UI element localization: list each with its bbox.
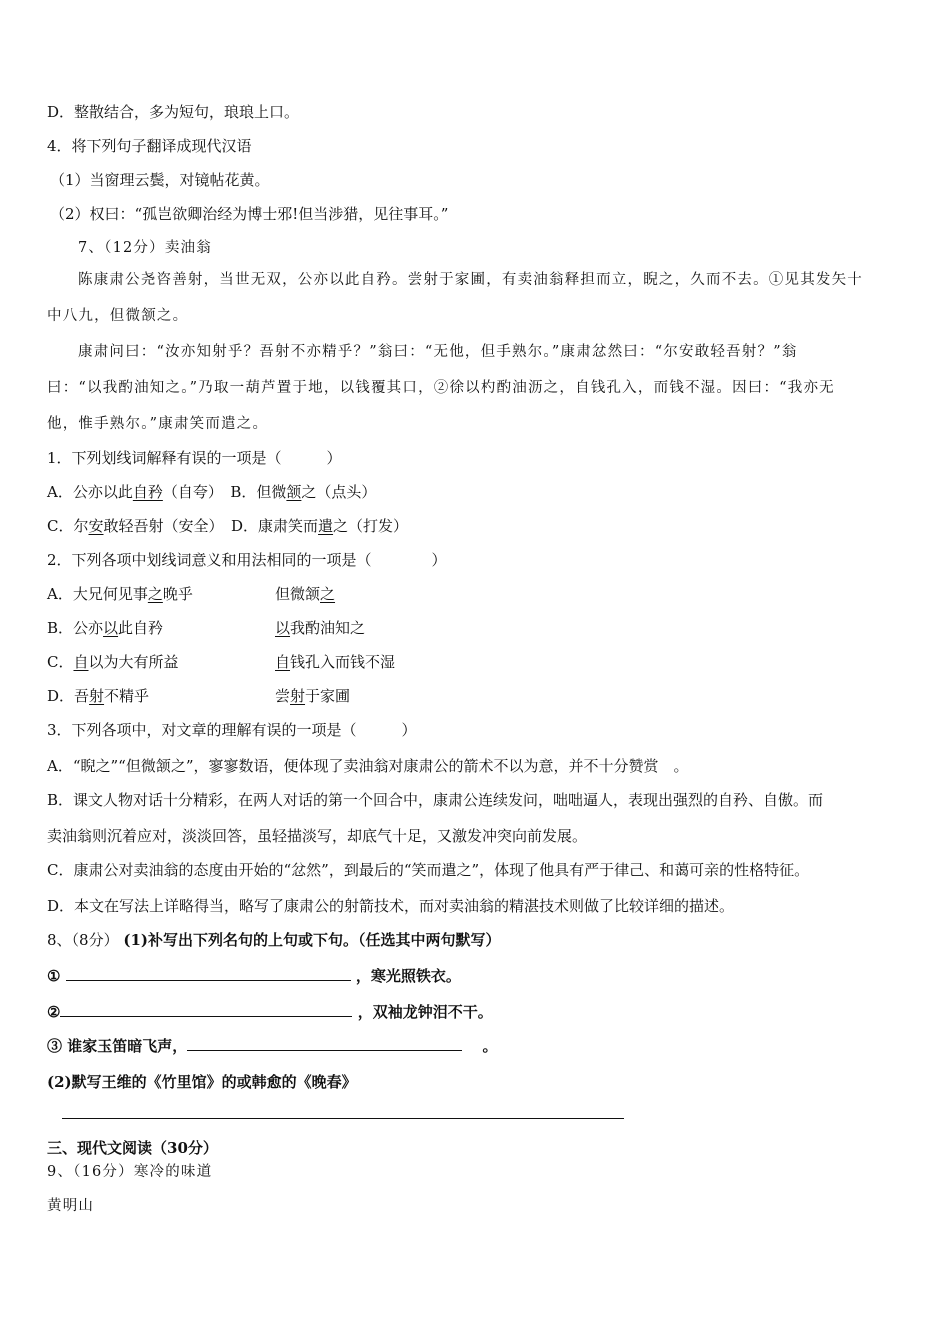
question-8-title: 8、（8分） (1)补写出下列名句的上句或下句。（任选其中两句默写） bbox=[47, 931, 501, 949]
passage-line: 康肃问曰：“汝亦知射乎？吾射不亦精乎？”翁曰：“无他，但手熟尔。”康肃忿然曰：“尔安敢轻吾射？”翁 bbox=[78, 344, 798, 360]
question-7-3-option-a: A．“睨之”“但微颔之”，寥寥数语，便体现了卖油翁对康肃公的箭术不以为意，并不十分赞赏 。 bbox=[47, 757, 689, 775]
question-7-1-options-ab: A．公亦以此自矜（自夸） B．但微颔之（点头） bbox=[47, 483, 377, 501]
fill-blank-2: ② ，双袖龙钟泪不干。 bbox=[47, 1003, 493, 1021]
article-author: 黄明山 bbox=[47, 1198, 95, 1214]
question-4-item-2: （2）权曰：“孤岂欲卿治经为博士邪!但当涉猎，见往事耳。” bbox=[50, 205, 449, 223]
question-8-part-2: (2)默写王维的《竹里馆》的或韩愈的《晚春》 bbox=[47, 1073, 357, 1091]
answer-blank[interactable] bbox=[66, 966, 351, 981]
passage-line: 他，惟手熟尔。”康肃笑而遣之。 bbox=[47, 416, 269, 432]
question-7-3-title: 3．下列各项中，对文章的理解有误的一项是（ ） bbox=[47, 721, 417, 739]
fill-blank-3: ③ 谁家玉笛暗飞声， 。 bbox=[47, 1037, 498, 1055]
question-7-2-option-a: A．大兄何见事之晚乎 但微颔之 bbox=[47, 585, 336, 603]
question-7-1-title: 1．下列划线词解释有误的一项是（ ） bbox=[47, 449, 342, 467]
question-4-title: 4．将下列句子翻译成现代汉语 bbox=[47, 137, 252, 155]
passage-line: 陈康肃公尧咨善射，当世无双，公亦以此自矜。尝射于家圃，有卖油翁释担而立，睨之，久而不去。①见其发矢十 bbox=[78, 272, 863, 288]
fill-blank-1: ① ，寒光照铁衣。 bbox=[47, 967, 461, 985]
question-7-3-option-b: B．课文人物对话十分精彩，在两人对话的第一个回合中，康肃公连续发问，咄咄逼人，表现出强烈的自矜、自傲。而 bbox=[47, 791, 824, 809]
question-7-3-option-c: C．康肃公对卖油翁的态度由开始的“忿然”，到最后的“笑而遣之”，体现了他具有严于律己、和蔼可亲的性格特征。 bbox=[47, 861, 810, 879]
question-7-2-option-d: D．吾射不精乎 尝射于家圃 bbox=[47, 687, 351, 705]
question-7-2-option-b: B．公亦以此自矜 以我酌油知之 bbox=[47, 619, 366, 637]
question-7-2-option-c: C．自以为大有所益 自钱孔入而钱不湿 bbox=[47, 653, 396, 671]
passage-line: 曰：“以我酌油知之。”乃取一葫芦置于地，以钱覆其口，②徐以杓酌油沥之，自钱孔入，而钱不湿。因曰：“我亦无 bbox=[47, 380, 835, 396]
answer-blank[interactable] bbox=[60, 1002, 352, 1017]
question-7-3-option-d: D．本文在写法上详略得当，略写了康肃公的射箭技术，而对卖油翁的精湛技术则做了比较详细的描述。 bbox=[47, 897, 735, 915]
question-7-title: 7、（12分）卖油翁 bbox=[78, 240, 212, 256]
question-7-2-title: 2．下列各项中划线词意义和用法相同的一项是（ ） bbox=[47, 551, 447, 569]
question-4-item-1: （1）当窗理云鬓，对镜帖花黄。 bbox=[50, 171, 270, 189]
option-d-line: D．整散结合，多为短句，琅琅上口。 bbox=[47, 103, 300, 121]
answer-blank[interactable] bbox=[187, 1036, 462, 1051]
answer-blank[interactable] bbox=[62, 1104, 624, 1119]
fill-blank-long bbox=[62, 1104, 624, 1124]
passage-line: 中八九，但微颔之。 bbox=[47, 308, 189, 324]
question-7-1-options-cd: C．尔安敢轻吾射（安全） D．康肃笑而遣之（打发） bbox=[47, 517, 409, 535]
section-3-heading: 三、现代文阅读（30分） bbox=[47, 1139, 218, 1157]
question-9-title: 9、（16分）寒冷的味道 bbox=[47, 1164, 213, 1180]
question-7-3-option-b-cont: 卖油翁则沉着应对，淡淡回答，虽轻描淡写，却底气十足，又激发冲突向前发展。 bbox=[47, 827, 588, 845]
